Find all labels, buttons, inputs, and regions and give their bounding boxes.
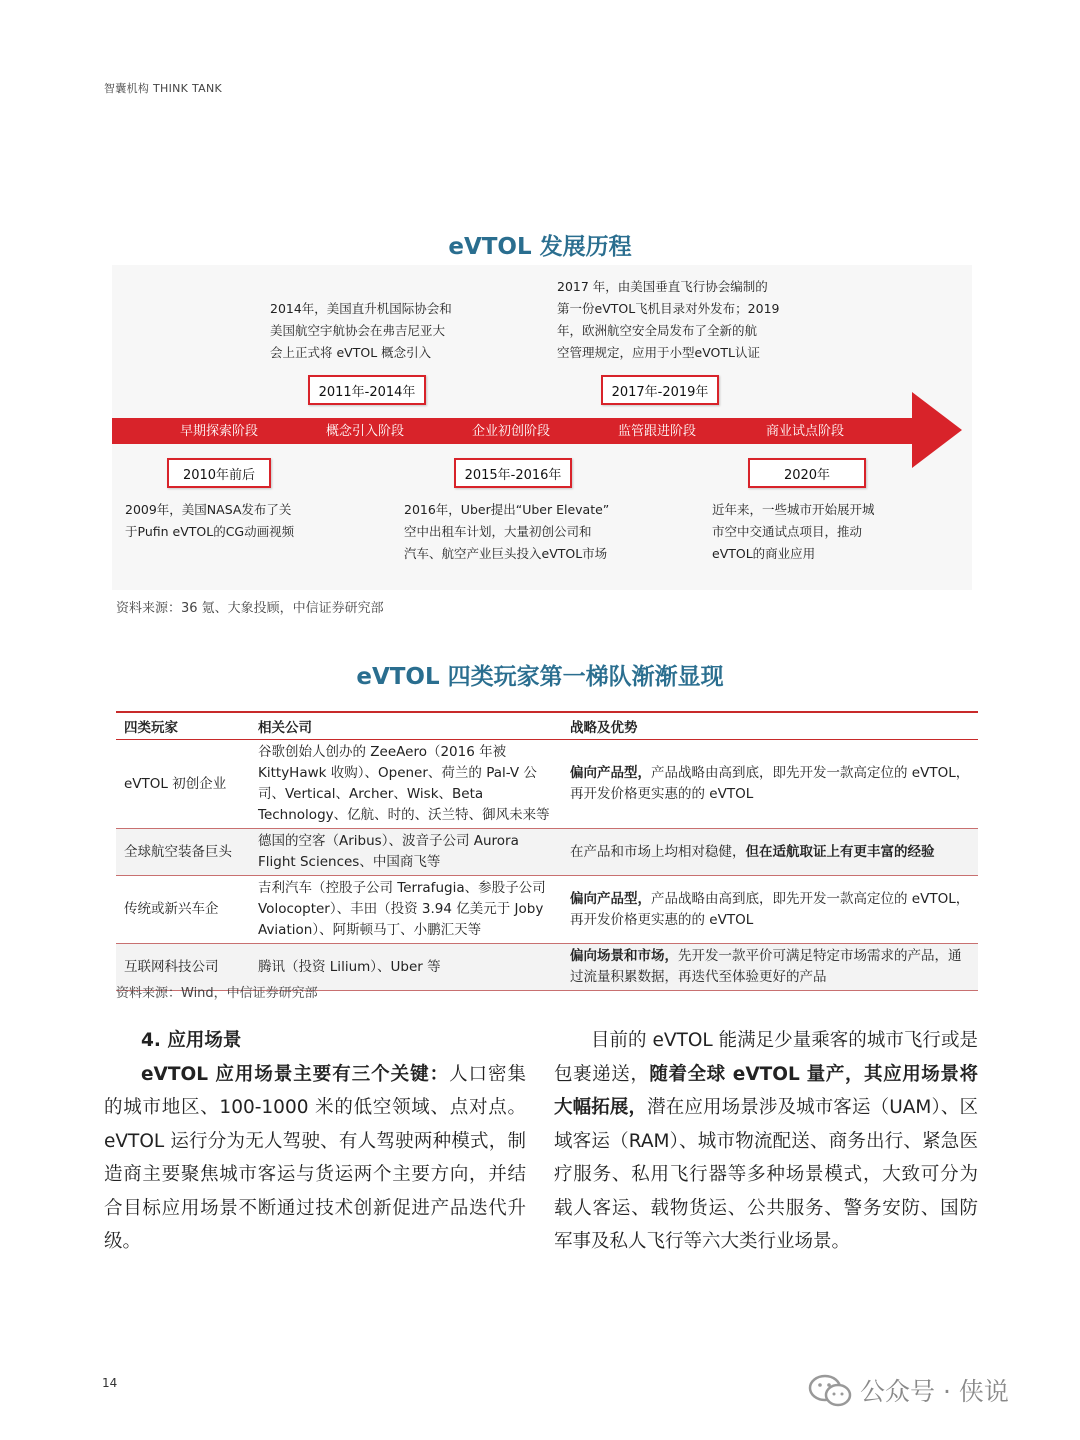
event-date-box: 2020年 — [748, 458, 866, 488]
table-row — [116, 876, 978, 944]
watermark: 公众号 · 侠说 — [808, 1372, 1009, 1408]
stage-label: 监管跟进阶段 — [617, 424, 696, 439]
event-text: 2014年，美国直升机国际协会和 美国航空宇航协会在弗吉尼亚大 会上正式将 eVTOL 概念引入 — [270, 301, 452, 360]
body-left-column — [104, 1024, 526, 1259]
event-date-box: 2011年-2014年 — [308, 375, 426, 405]
timeline-title: eVTOL 发展历程 — [448, 234, 632, 260]
companies-cell: 腾讯（投资 Lilium）、Uber 等 — [250, 944, 562, 991]
body-right-column — [554, 1024, 978, 1259]
event-date-box: 2017年-2019年 — [601, 375, 719, 405]
stage-label: 概念引入阶段 — [325, 424, 404, 439]
table-title: eVTOL 四类玩家第一梯队渐渐显现 — [356, 664, 724, 690]
player-cell: eVTOL 初创企业 — [116, 740, 250, 829]
figure-source: 资料来源：36 氪、大象投顾，中信证券研究部 — [116, 601, 384, 616]
table-header-cell: 相关公司 — [250, 712, 562, 740]
stage-label: 商业试点阶段 — [765, 424, 844, 439]
table-source: 资料来源：Wind，中信证券研究部 — [116, 986, 318, 1001]
event-text: 2009年，美国NASA发布了关 于Pufin eVTOL的CG动画视频 — [125, 502, 295, 539]
paragraph: eVTOL 应用场景主要有三个关键：人口密集的城市地区、100-1000 米的低空领域、点对点。eVTOL 运行分为无人驾驶、有人驾驶两种模式，制造商主要聚焦城市客运与货运两个主要方向，并结合目标应用场景不断通过技术创新促进产品迭代升级。 — [104, 1063, 526, 1252]
table-header-cell: 战略及优势 — [562, 712, 978, 740]
page-number: 14 — [102, 1376, 118, 1390]
header-brand: 智囊机构 THINK TANK — [104, 82, 223, 95]
companies-cell: 谷歌创始人创办的 ZeeAero（2016 年被 KittyHawk 收购）、Opener、荷兰的 Pal-V 公司、Vertical、Archer、Wisk、Beta Technology、亿航、时的、沃兰特、御风未来等 — [250, 740, 562, 829]
event-text: 近年来，一些城市开始展开城 市空中交通试点项目，推动 eVTOL的商业应用 — [712, 502, 875, 561]
companies-cell: 吉利汽车（控股子公司 Terrafugia、参股子公司 Volocopter）、丰田（投资 3.94 亿美元于 Joby Aviation）、阿斯顿马丁、小鹏汇天等 — [250, 876, 562, 944]
table-header-cell: 四类玩家 — [116, 712, 250, 740]
event-text: 2017 年，由美国垂直飞行协会编制的 第一份eVTOL飞机目录对外发布；2019 年，欧洲航空安全局发布了全新的航 空管理规定，应用于小型eVOTL认证 — [557, 279, 780, 360]
event-text: 2016年，Uber提出“Uber Elevate” 空中出租车计划，大量初创公司和 汽车、航空产业巨头投入eVTOL市场 — [404, 502, 610, 561]
companies-cell: 德国的空客（Aribus）、波音子公司 Aurora Flight Sciences、中国商飞等 — [250, 829, 562, 876]
strategy-cell: 偏向产品型，产品战略由高到底，即先开发一款高定位的 eVTOL，再开发价格更实惠的的 eVTOL — [562, 876, 978, 944]
stage-label: 早期探索阶段 — [179, 424, 258, 439]
strategy-cell: 在产品和市场上均相对稳健，但在适航取证上有更丰富的经验 — [562, 829, 978, 876]
players-table — [116, 711, 978, 991]
event-date-box: 2010年前后 — [167, 458, 271, 488]
player-cell: 互联网科技公司 — [116, 944, 250, 991]
paragraph: 目前的 eVTOL 能满足少量乘客的城市飞行或是包裹递送，随着全球 eVTOL 量产，其应用场景将大幅拓展，潜在应用场景涉及城市客运（UAM）、区域客运（RAM）、城市物流配送、商务出行、紧急医疗服务、私用飞行器等多种场景模式，大致可分为载人客运、载物货运、公共服务、警务安防、国防军事及私人飞行等六大类行业场景。 — [554, 1030, 978, 1252]
event-date-box: 2015年-2016年 — [454, 458, 572, 488]
table-row — [116, 740, 978, 829]
section-heading: 4. 应用场景 — [141, 1030, 242, 1051]
strategy-cell: 偏向场景和市场，先开发一款平价可满足特定市场需求的产品，通过流量积累数据，再迭代至体验更好的产品 — [562, 944, 978, 991]
table-row — [116, 829, 978, 876]
wechat-icon — [808, 1373, 852, 1407]
player-cell: 传统或新兴车企 — [116, 876, 250, 944]
player-cell: 全球航空装备巨头 — [116, 829, 250, 876]
stage-label: 企业初创阶段 — [471, 424, 550, 439]
table-header-row — [116, 712, 978, 740]
strategy-cell: 偏向产品型，产品战略由高到底，即先开发一款高定位的 eVTOL，再开发价格更实惠的的 eVTOL — [562, 740, 978, 829]
